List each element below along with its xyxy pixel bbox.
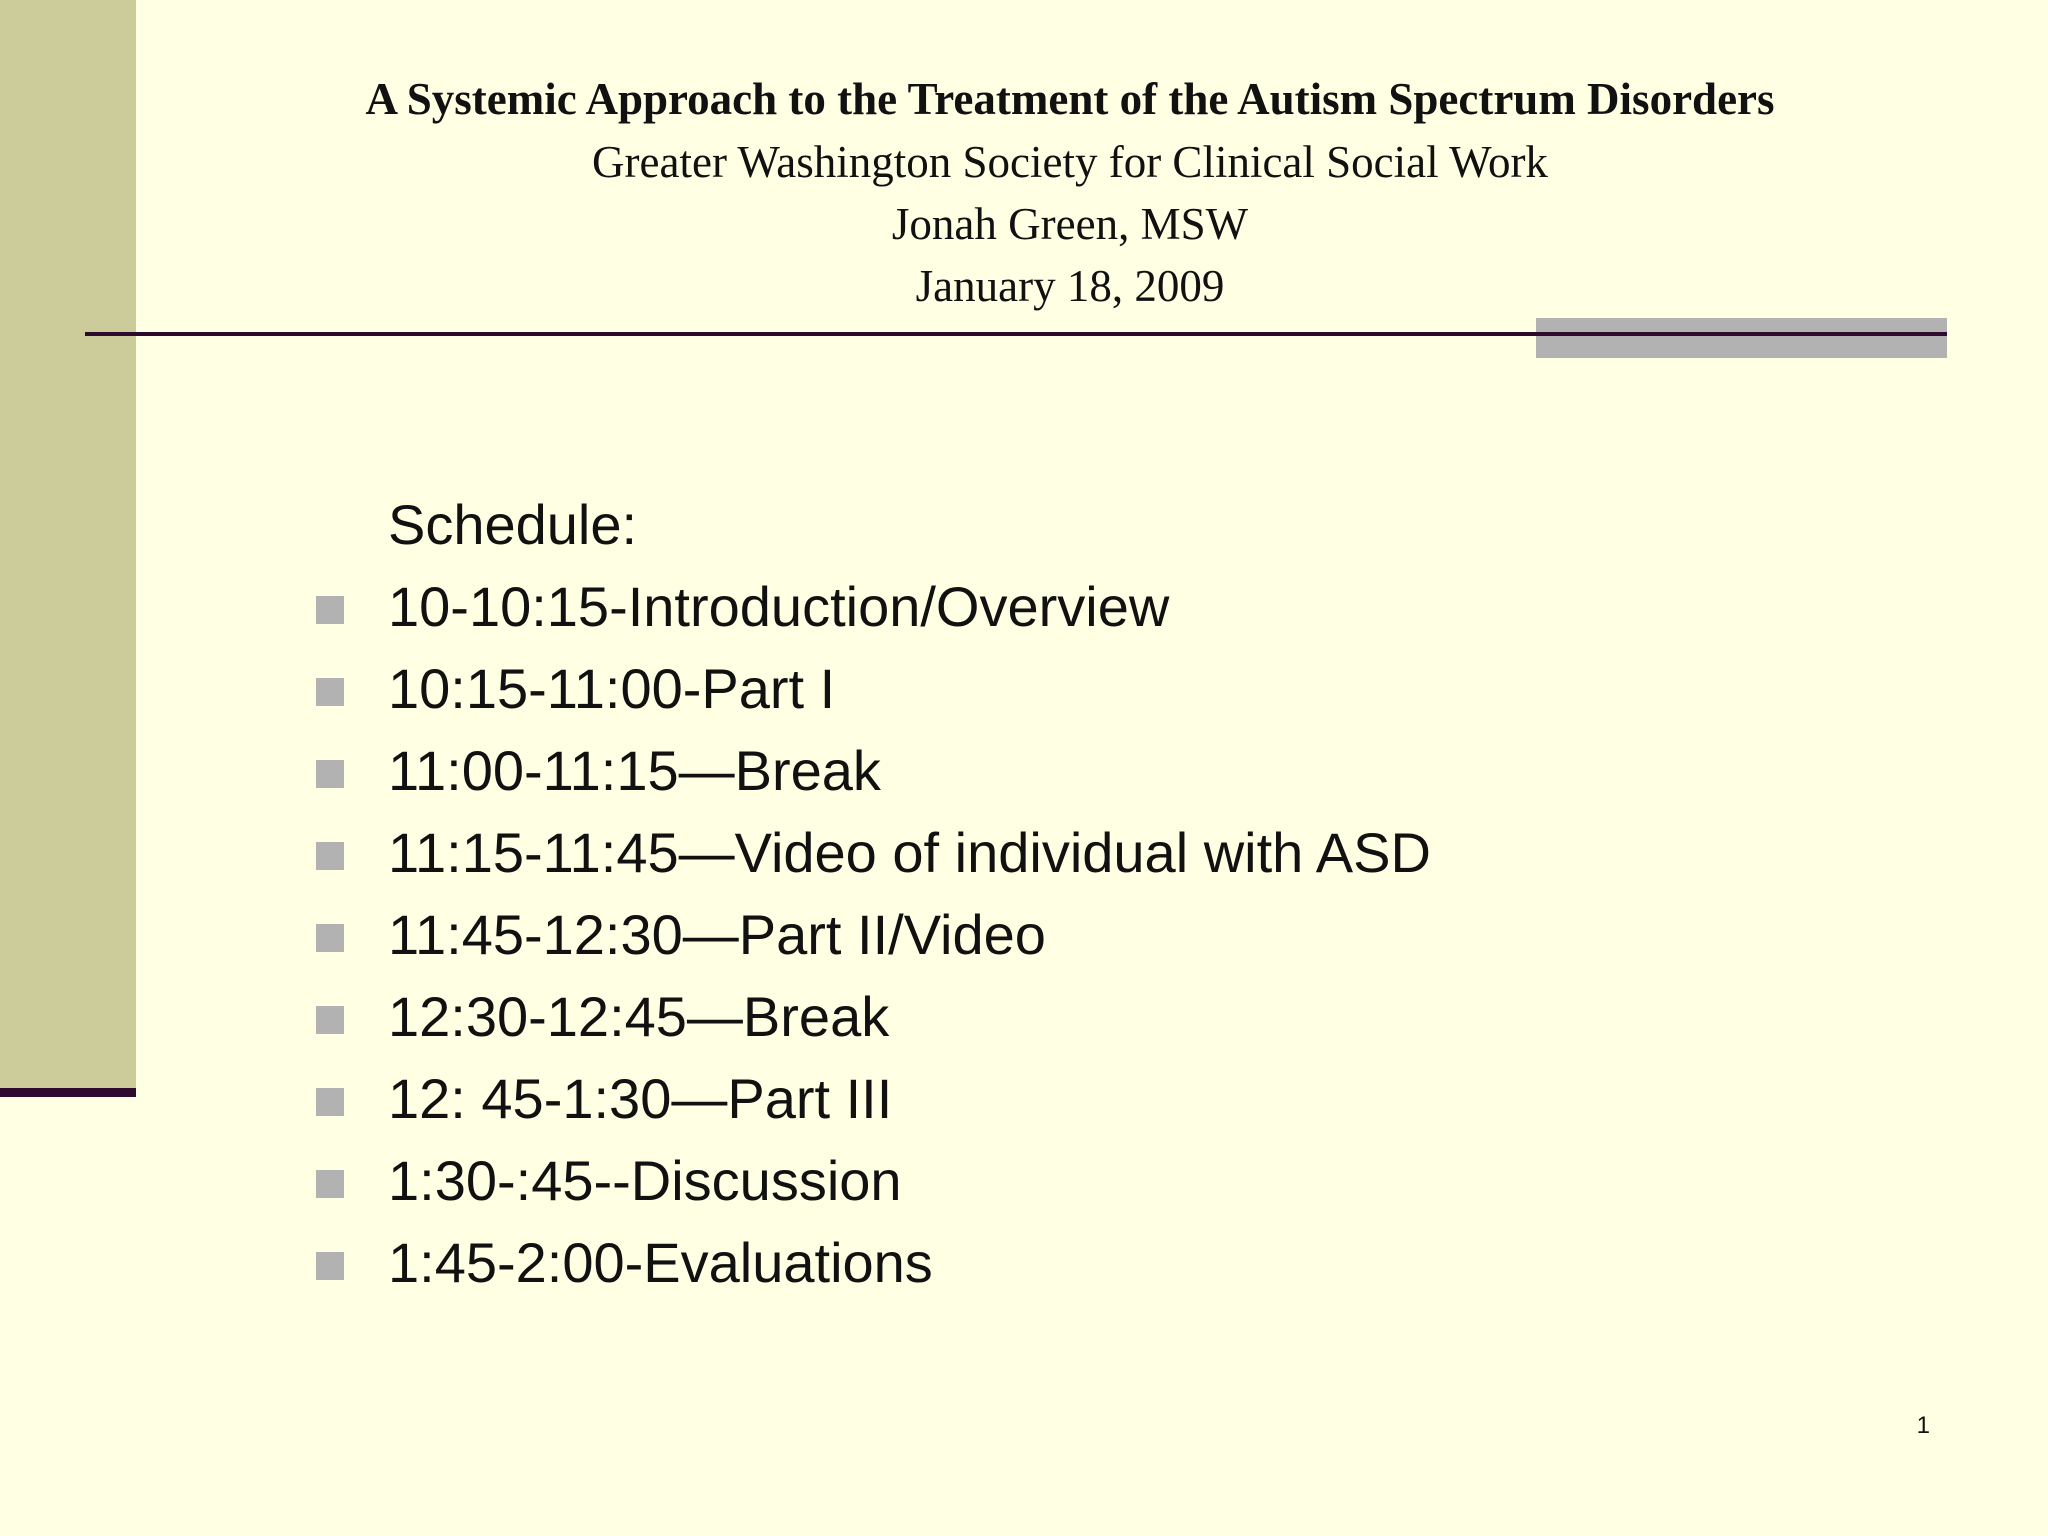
list-item bbox=[0, 730, 1700, 812]
slide-header bbox=[230, 68, 1910, 317]
header-accent-block bbox=[1536, 318, 1947, 358]
square-bullet-icon bbox=[316, 842, 344, 870]
square-bullet-icon bbox=[316, 1252, 344, 1280]
schedule-item-text: 12:30-12:45—Break bbox=[388, 985, 890, 1048]
schedule-item-text: 1:30-:45--Discussion bbox=[388, 1149, 902, 1212]
square-bullet-icon bbox=[316, 924, 344, 952]
schedule-item-text: 1:45-2:00-Evaluations bbox=[388, 1231, 933, 1294]
header-divider bbox=[85, 332, 1947, 336]
schedule-heading: Schedule: bbox=[388, 493, 638, 556]
list-item bbox=[0, 1140, 1700, 1222]
slide-title: A Systemic Approach to the Treatment of the Autism Spectrum Disorders bbox=[365, 74, 1775, 124]
page-number: 1 bbox=[1916, 1412, 1930, 1439]
schedule-item-text: 11:45-12:30—Part II/Video bbox=[388, 903, 1046, 966]
list-item bbox=[0, 1058, 1700, 1140]
schedule-list bbox=[0, 566, 1700, 1304]
list-item bbox=[0, 812, 1700, 894]
square-bullet-icon bbox=[316, 1170, 344, 1198]
schedule-item-text: 10:15-11:00-Part I bbox=[388, 657, 836, 720]
schedule-item-text: 11:15-11:45—Video of individual with ASD bbox=[388, 821, 1431, 884]
organization-name: Greater Washington Society for Clinical Social Work bbox=[592, 137, 1548, 187]
list-item bbox=[0, 648, 1700, 730]
list-item bbox=[0, 1222, 1700, 1304]
schedule-item-text: 10-10:15-Introduction/Overview bbox=[388, 575, 1170, 638]
presenter-name: Jonah Green, MSW bbox=[891, 199, 1249, 249]
square-bullet-icon bbox=[316, 1006, 344, 1034]
square-bullet-icon bbox=[316, 678, 344, 706]
square-bullet-icon bbox=[316, 596, 344, 624]
square-bullet-icon bbox=[316, 760, 344, 788]
presentation-date: January 18, 2009 bbox=[915, 261, 1225, 311]
list-item bbox=[0, 566, 1700, 648]
schedule-item-text: 11:00-11:15—Break bbox=[388, 739, 881, 802]
square-bullet-icon bbox=[316, 1088, 344, 1116]
list-item bbox=[0, 976, 1700, 1058]
list-item bbox=[0, 894, 1700, 976]
schedule-item-text: 12: 45-1:30—Part III bbox=[388, 1067, 893, 1130]
